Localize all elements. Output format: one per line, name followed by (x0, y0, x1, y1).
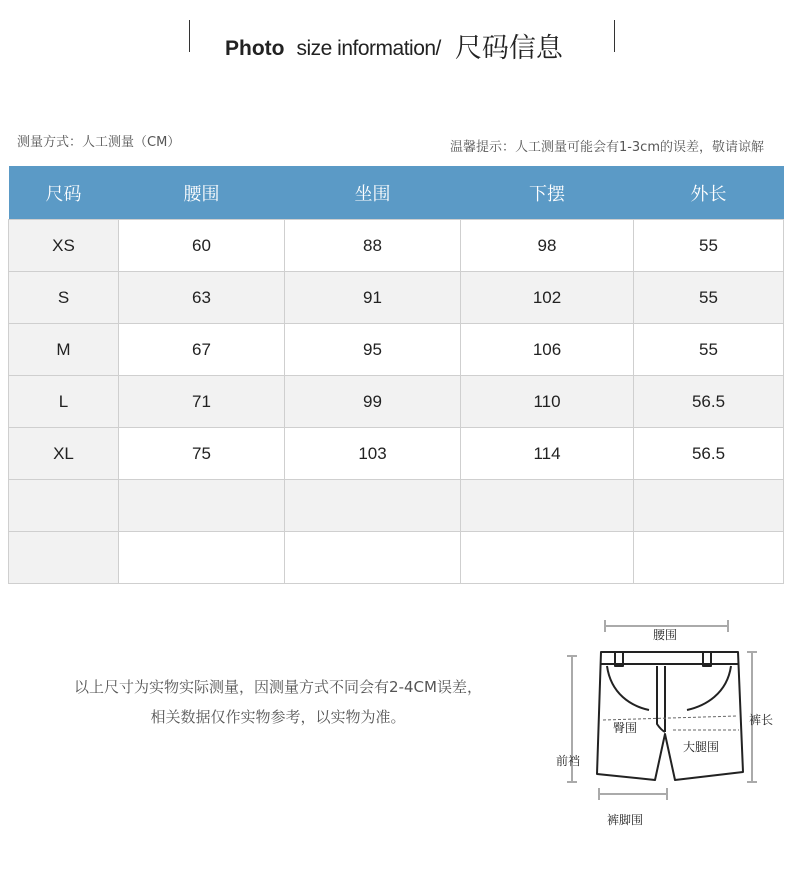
table-header-row (9, 166, 784, 220)
table-cell (119, 532, 285, 584)
table-cell: 103 (285, 428, 461, 480)
size-table (8, 166, 784, 584)
title-divider-left (189, 20, 190, 52)
label-leg-opening: 裤脚围 (607, 813, 644, 827)
header-hem: 下摆 (461, 166, 634, 220)
label-rise: 前裆 (556, 754, 581, 768)
table-cell (9, 532, 119, 584)
label-thigh: 大腿围 (683, 740, 720, 754)
label-waist: 腰围 (653, 628, 678, 642)
table-cell: 55 (634, 272, 784, 324)
table-row (9, 428, 784, 480)
table-row (9, 324, 784, 376)
table-cell: M (9, 324, 119, 376)
table-cell: 67 (119, 324, 285, 376)
title-cn: 尺码信息 (454, 33, 563, 64)
table-cell: 95 (285, 324, 461, 376)
table-cell (285, 480, 461, 532)
table-cell: 106 (461, 324, 634, 376)
table-cell (285, 532, 461, 584)
shorts-measurement-diagram (553, 612, 778, 834)
page-title (225, 24, 563, 63)
measurement-method-note: 测量方式：人工测量（CM） (17, 135, 181, 150)
table-cell (461, 480, 634, 532)
table-cell: 55 (634, 220, 784, 272)
table-cell (119, 480, 285, 532)
table-cell: 55 (634, 324, 784, 376)
title-en-bold: Photo (225, 37, 285, 60)
reminder-note: 温馨提示：人工测量可能会有1-3cm的误差，敬请谅解 (449, 140, 764, 155)
table-row (9, 480, 784, 532)
table-cell: 91 (285, 272, 461, 324)
table-cell: 114 (461, 428, 634, 480)
shorts-illustration (553, 612, 778, 834)
disclaimer-line-1: 以上尺寸为实物实际测量，因测量方式不同会有2-4CM误差， (74, 678, 482, 696)
header-waist: 腰围 (119, 166, 285, 220)
label-hip: 臀围 (613, 721, 638, 735)
table-cell (9, 480, 119, 532)
table-cell: S (9, 272, 119, 324)
title-en-light: size information/ (296, 37, 441, 60)
table-cell (461, 532, 634, 584)
table-cell (634, 480, 784, 532)
table-row (9, 220, 784, 272)
disclaimer-note (18, 672, 538, 732)
table-cell: 56.5 (634, 428, 784, 480)
header-hip: 坐围 (285, 166, 461, 220)
table-cell: 63 (119, 272, 285, 324)
table-cell: 56.5 (634, 376, 784, 428)
table-row (9, 376, 784, 428)
table-cell: 110 (461, 376, 634, 428)
table-cell: 60 (119, 220, 285, 272)
table-cell: XS (9, 220, 119, 272)
table-cell: XL (9, 428, 119, 480)
table-cell: 75 (119, 428, 285, 480)
title-bar (187, 18, 625, 64)
table-cell: L (9, 376, 119, 428)
table-cell: 98 (461, 220, 634, 272)
table-row (9, 532, 784, 584)
label-length: 裤长 (749, 713, 774, 727)
table-cell: 99 (285, 376, 461, 428)
disclaimer-line-2: 相关数据仅作实物参考，以实物为准。 (150, 708, 406, 726)
table-cell: 88 (285, 220, 461, 272)
header-length: 外长 (634, 166, 784, 220)
header-size: 尺码 (9, 166, 119, 220)
table-cell: 102 (461, 272, 634, 324)
table-cell (634, 532, 784, 584)
table-row (9, 272, 784, 324)
title-divider-right (614, 20, 615, 52)
table-cell: 71 (119, 376, 285, 428)
